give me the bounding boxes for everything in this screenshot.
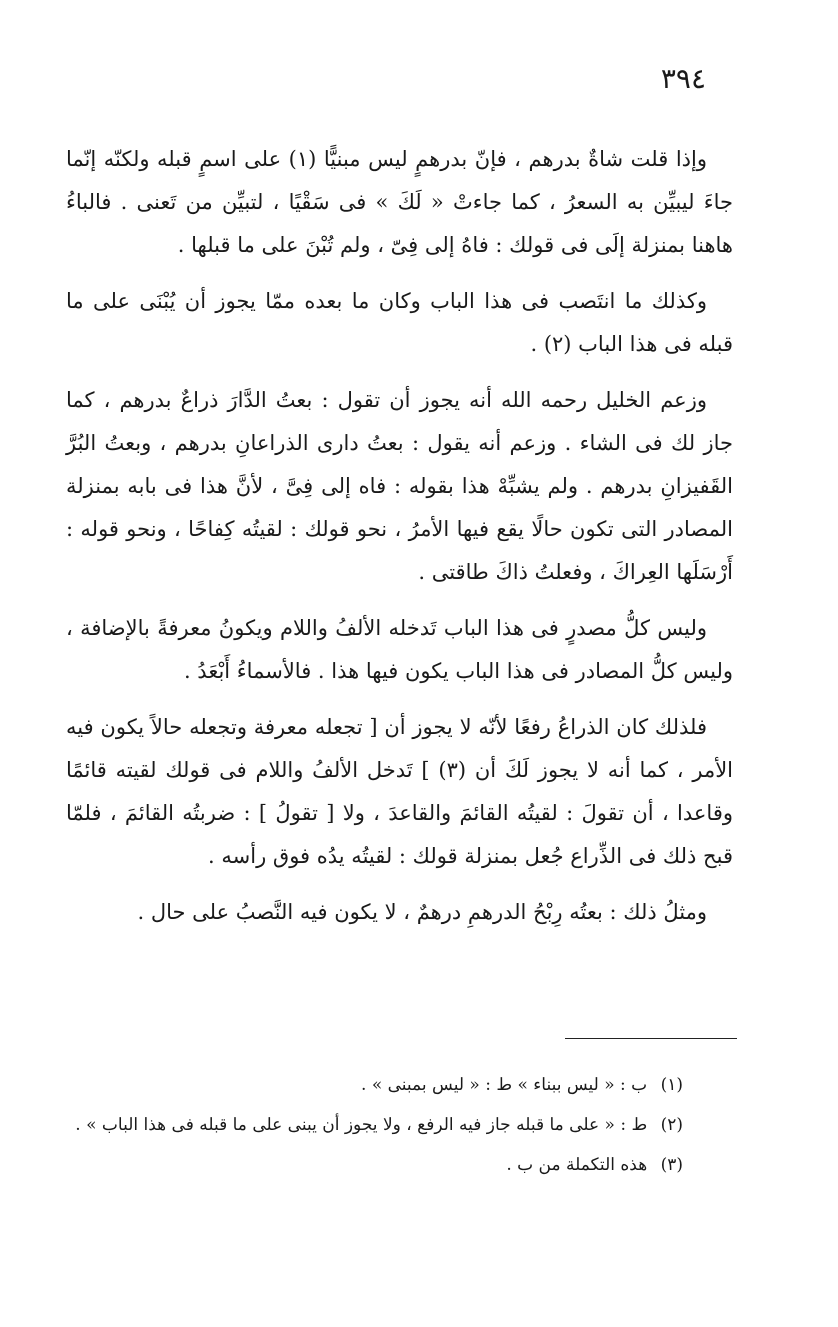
paragraph: وكذلك ما انتَصب فى هذا الباب وكان ما بعده ممّا يجوز أن يُبْنَى على ما قبله فى هذا الباب (٢) . <box>66 289 733 356</box>
footnote-number: (٢) <box>660 1115 683 1135</box>
footnote <box>70 1108 683 1142</box>
footnote <box>70 1068 683 1102</box>
page-number: ٣٩٤ <box>660 62 706 95</box>
paragraph: وإذا قلت شاةٌ بدرهم ، فإنّ بدرهمٍ ليس مبنيًّا (١) على اسمٍ قبله ولكنّه إنّما جاءَ ليبيِّن به السعرُ ، كما جاءتْ « لَكَ » فى سَقْيًا ، لتبيِّن من تَعنى . فالباءُ هاهنا بمنزلة إلَى فى قولك : فاهُ إلى فِىّ ، ولم تُبْنَ على ما قبلها . <box>66 147 733 257</box>
footnotes <box>70 1068 683 1188</box>
footnote-divider <box>565 1038 737 1039</box>
footnote-text: ب : « ليس ببناء » ط : « ليس بمبنى » . <box>361 1075 648 1095</box>
footnote-number: (٣) <box>660 1155 683 1175</box>
paragraph: ومثلُ ذلك : بعتُه رِبْحُ الدرهمِ درهمٌ ، لا يكون فيه النَّصبُ على حال . <box>137 900 707 924</box>
footnote-text: هذه التكملة من ب . <box>506 1155 648 1175</box>
main-text <box>66 138 733 947</box>
paragraph: وزعم الخليل رحمه الله أنه يجوز أن تقول : بعتُ الدَّارَ ذراعٌ بدرهم ، كما جاز لك فى الشاء . وزعم أنه يقول : بعتُ دارى الذراعانِ بدرهم ، وبعتُ البُرَّ القَفيزانِ بدرهم . ولم يشبِّهْ هذا بقوله : فاه إلى فِىَّ ، لأنَّ هذا فى بابه بمنزلة المصادر التى تكون حالًا يقع فيها الأمرُ ، نحو قولك : لقيتُه كِفاحًا ، ونحو قوله : أَرْسَلَها العِراكَ ، وفعلتُ ذاكَ طاقتى . <box>66 388 733 584</box>
paragraph: وليس كلُّ مصدرٍ فى هذا الباب تَدخله الألفُ واللام ويكونُ معرفةً بالإضافة ، وليس كلُّ المصادر فى هذا الباب يكون فيها هذا . فالأسماءُ أَبْعَدُ . <box>66 616 733 683</box>
paragraph: فلذلك كان الذراعُ رفعًا لأنّه لا يجوز أن [ تجعله معرفة وتجعله حالاً يكون فيه الأمر ، كما أنه لا يجوز لَكَ أن (٣) ] تَدخل الألفُ واللام فى قولك لقيته قائمًا وقاعدا ، أن تقولَ : لقيتُه القائمَ والقاعدَ ، ولا [ تقولُ ] : ضربتُه القائمَ ، فلمّا قبح ذلك فى الذِّراع جُعل بمنزلة قولك : لقيتُه يدُه فوق رأسه . <box>66 715 734 868</box>
footnote <box>70 1148 683 1182</box>
footnote-text: ط : « على ما قبله جاز فيه الرفع ، ولا يجوز أن يبنى على ما قبله فى هذا الباب » . <box>75 1115 648 1135</box>
footnote-number: (١) <box>660 1075 683 1095</box>
